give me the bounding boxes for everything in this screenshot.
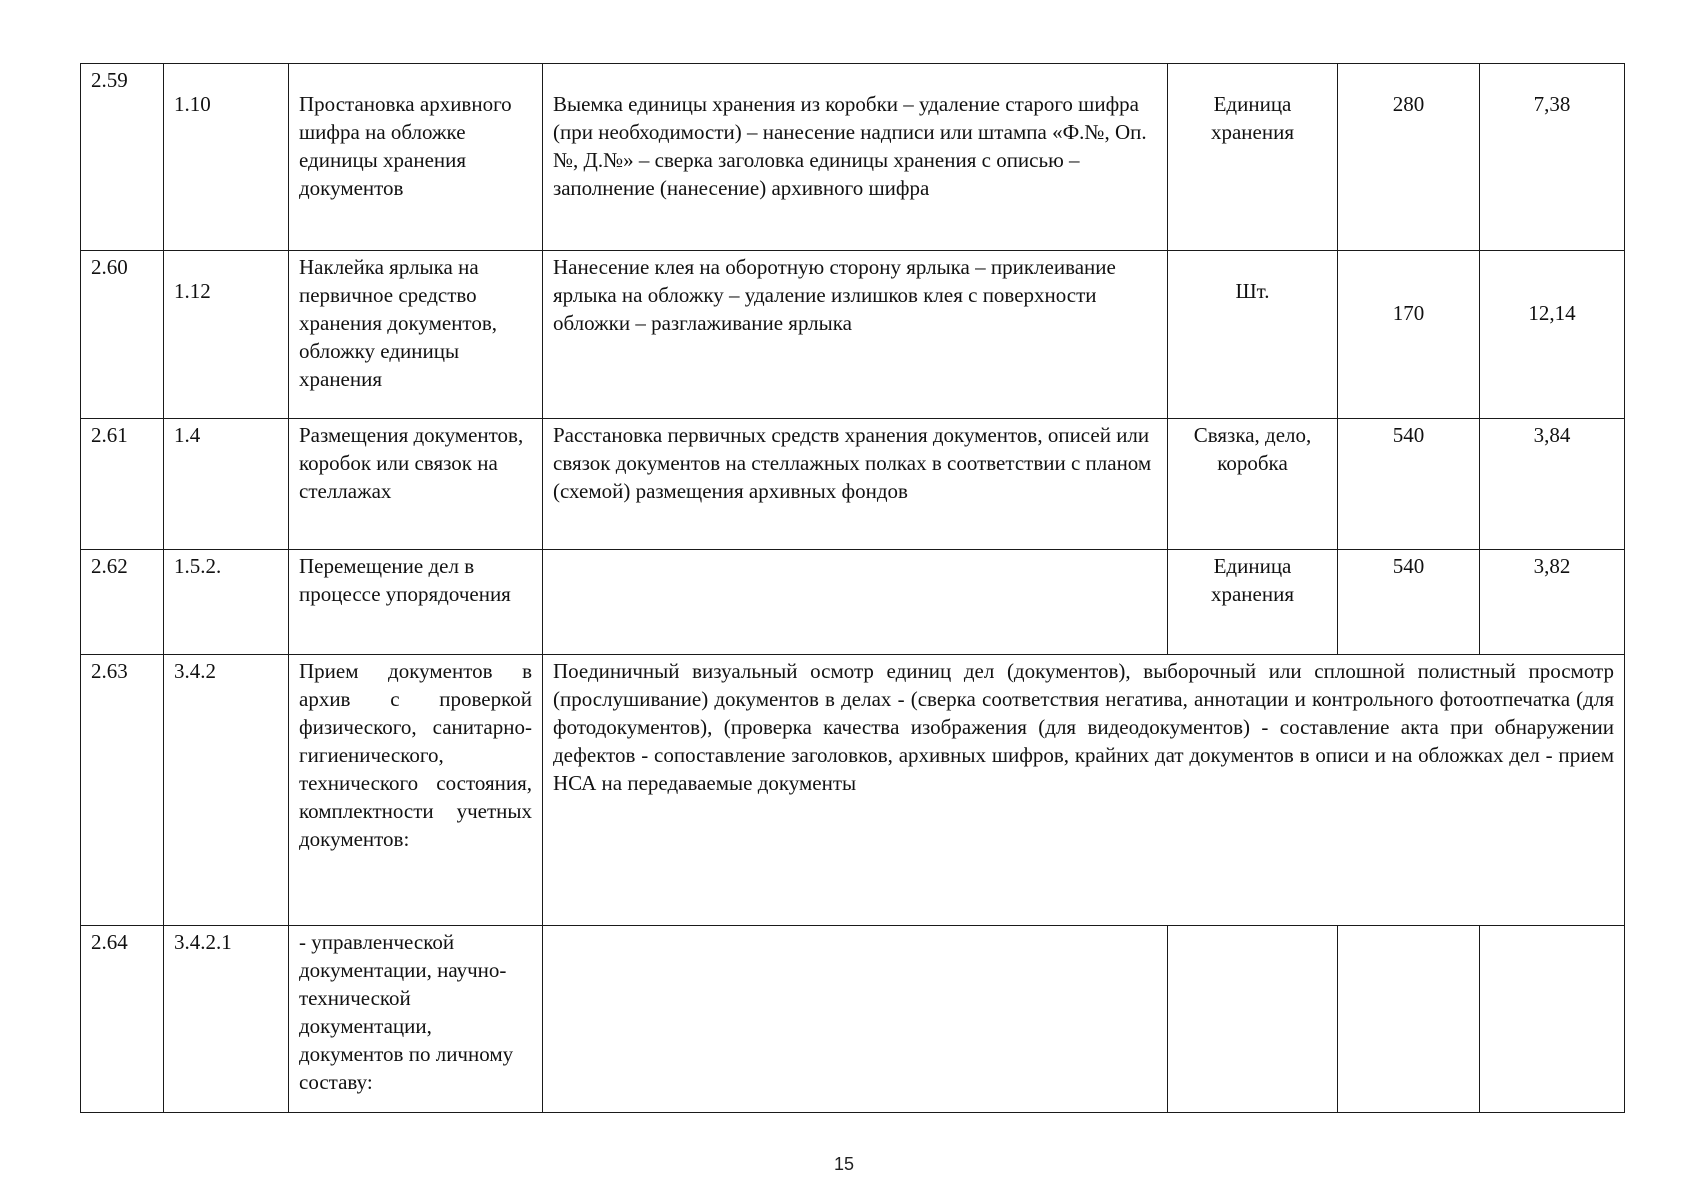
time-value: 3,84 [1480, 419, 1625, 550]
row-number: 2.60 [81, 251, 164, 419]
operation-content: Нанесение клея на оборотную сторону ярлыка – приклеивание ярлыка на обложку – удаление излишков клея с поверхности обложки – разглаживание ярлыка [543, 251, 1168, 419]
section-code: 1.12 [164, 251, 289, 419]
row-number: 2.61 [81, 419, 164, 550]
operation-name: Перемещение дел в процессе упорядочения [289, 550, 543, 655]
operation-content [543, 550, 1168, 655]
operation-name: Размещения документов, коробок или связок на стеллажах [289, 419, 543, 550]
table-row [81, 419, 1625, 550]
norms-table [80, 63, 1625, 1113]
time-value [1480, 926, 1625, 1113]
measure-unit: Единица хранения [1168, 550, 1338, 655]
time-value: 3,82 [1480, 550, 1625, 655]
measure-unit [1168, 926, 1338, 1113]
norm-value [1338, 926, 1480, 1113]
measure-unit: Единица хранения [1168, 64, 1338, 251]
norm-value: 540 [1338, 550, 1480, 655]
section-code: 3.4.2.1 [164, 926, 289, 1113]
section-code: 1.10 [164, 64, 289, 251]
row-number: 2.59 [81, 64, 164, 251]
row-number: 2.63 [81, 655, 164, 926]
operation-name: Наклейка ярлыка на первичное средство хранения документов, обложку единицы хранения [289, 251, 543, 419]
operation-name: Прием документов в архив с проверкой физического, санитарно-гигиенического, технического состояния, комплектности учетных документов: [289, 655, 543, 926]
table-row [81, 550, 1625, 655]
page-number: 15 [833, 1154, 855, 1174]
norm-value: 540 [1338, 419, 1480, 550]
section-code: 1.4 [164, 419, 289, 550]
norm-value: 170 [1338, 251, 1480, 419]
norm-value: 280 [1338, 64, 1480, 251]
section-code: 1.5.2. [164, 550, 289, 655]
operation-content: Расстановка первичных средств хранения документов, описей или связок документов на стеллажных полках в соответствии с планом (схемой) размещения архивных фондов [543, 419, 1168, 550]
table-row [81, 64, 1625, 251]
table-row [81, 926, 1625, 1113]
section-code: 3.4.2 [164, 655, 289, 926]
time-value: 12,14 [1480, 251, 1625, 419]
time-value: 7,38 [1480, 64, 1625, 251]
operation-name: - управленческой документации, научно-технической документации, документов по личному составу: [289, 926, 543, 1113]
measure-unit: Шт. [1168, 251, 1338, 419]
table-row [81, 251, 1625, 419]
operation-content [543, 926, 1168, 1113]
measure-unit: Связка, дело, коробка [1168, 419, 1338, 550]
row-number: 2.64 [81, 926, 164, 1113]
table-row [81, 655, 1625, 926]
operation-name: Простановка архивного шифра на обложке единицы хранения документов [289, 64, 543, 251]
operation-content: Выемка единицы хранения из коробки – удаление старого шифра (при необходимости) – нанесение надписи или штампа «Ф.№, Оп.№, Д.№» – сверка заголовка единицы хранения с описью – заполнение (нанесение) архивного шифра [543, 64, 1168, 251]
operation-content: Поединичный визуальный осмотр единиц дел (документов), выборочный или сплошной полистный просмотр (прослушивание) документов в делах - (сверка соответствия негатива, аннотации и контрольного фотоотпечатка (для фотодокументов), (проверка качества изображения (для видеодокументов) - составление акта при обнаружении дефектов - сопоставление заголовков, архивных шифров, крайних дат документов в описи и на обложках дел - прием НСА на передаваемые документы [543, 655, 1625, 926]
row-number: 2.62 [81, 550, 164, 655]
